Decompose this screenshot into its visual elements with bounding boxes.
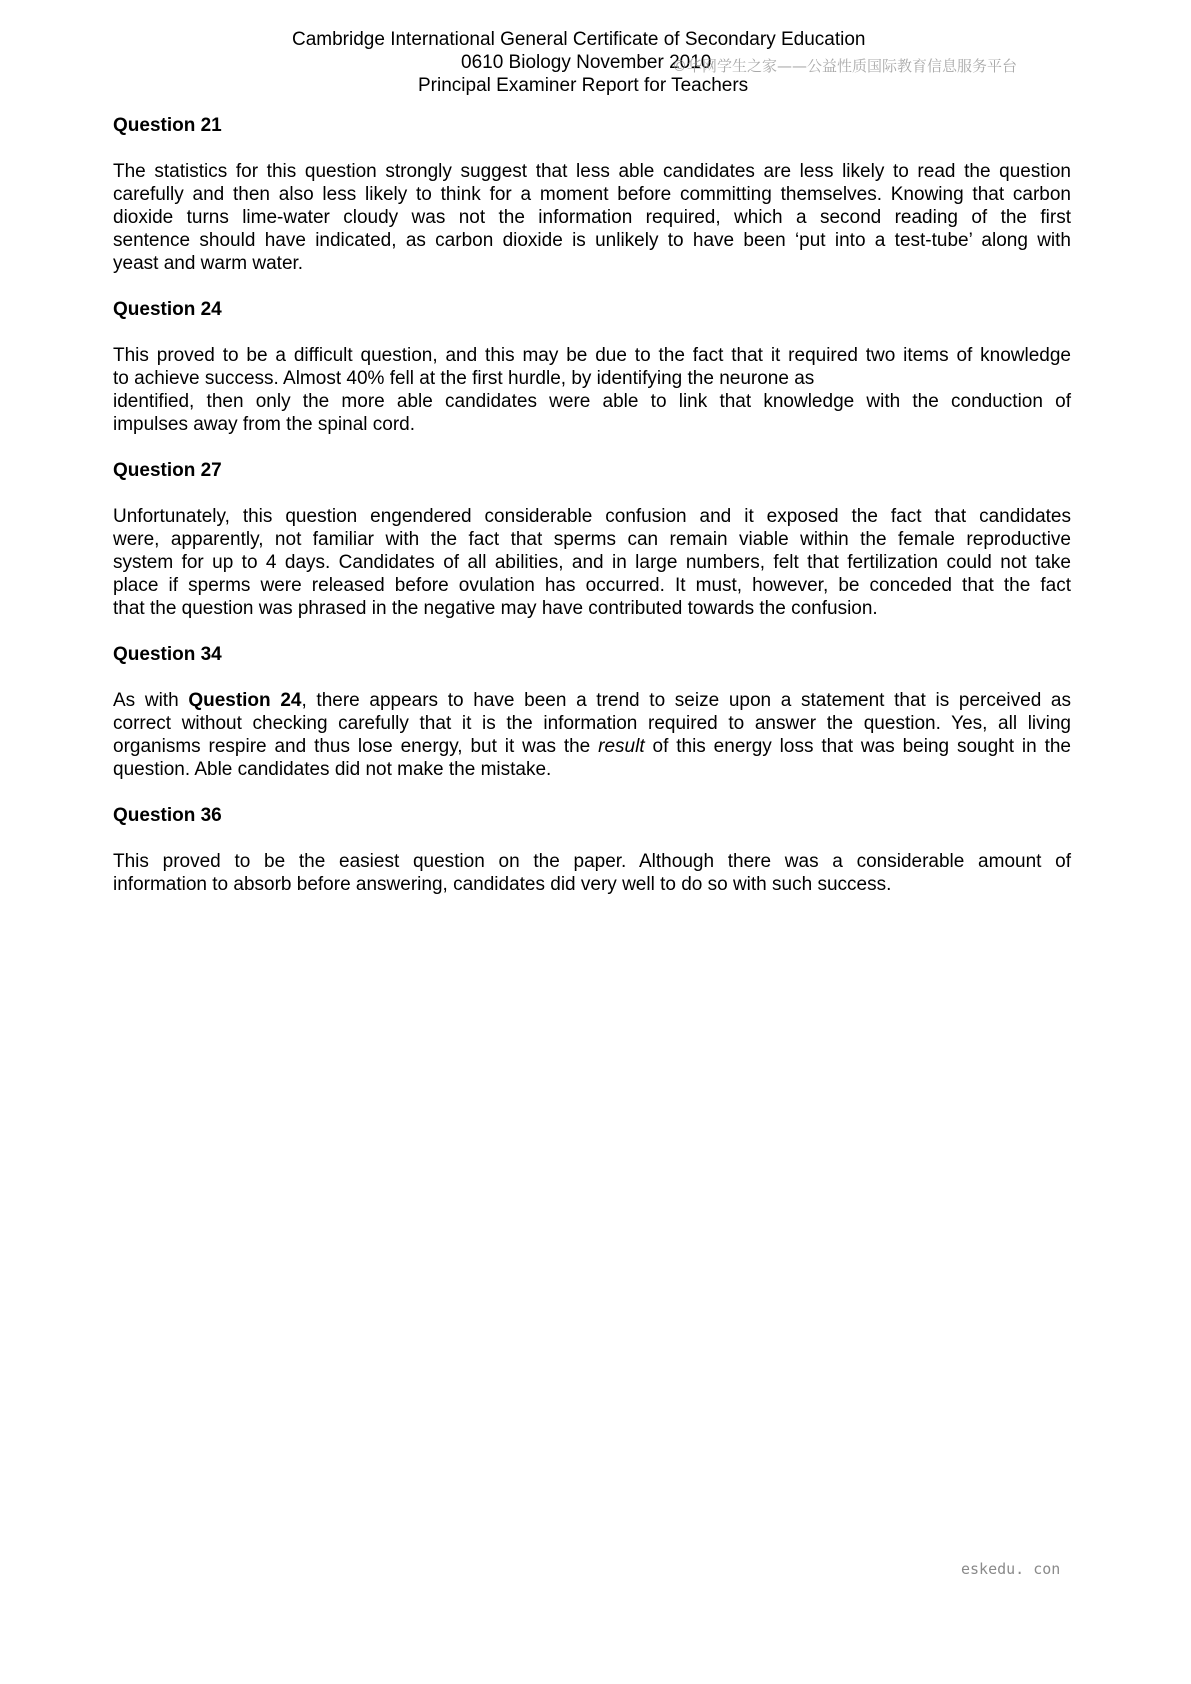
question-24-section	[113, 298, 1071, 436]
line-text: As with	[113, 690, 189, 711]
question-reference: Question 24	[188, 690, 302, 711]
line-text: organisms respire and thus lose energy, but it was the	[113, 736, 599, 757]
paragraph-line: yeast and warm water.	[113, 253, 304, 274]
line-text: , there appears to have been a trend to seize upon a statement that is perceived as	[301, 690, 1071, 711]
question-27-heading: Question 27	[113, 460, 222, 481]
question-27-paragraph	[113, 505, 1071, 620]
question-21-section	[113, 114, 1071, 275]
paragraph-line: impulses away from the spinal cord.	[113, 414, 416, 435]
paragraph-line: correct without checking carefully that it is the information required to answer the question. Yes, all living	[113, 713, 1071, 734]
paragraph-line	[113, 689, 1071, 712]
paragraph-line: were, apparently, not familiar with the fact that sperms can remain viable within the female reproductive	[113, 529, 1071, 550]
question-36-section	[113, 804, 1071, 896]
report-body	[113, 114, 1071, 919]
watermark-top: ©华网学生之家——公益性质国际教育信息服务平台	[672, 57, 1018, 75]
question-34-heading: Question 34	[113, 644, 222, 665]
paragraph-line: This proved to be the easiest question on the paper. Although there was a considerable amount of	[113, 851, 1071, 872]
paragraph-line: that the question was phrased in the negative may have contributed towards the confusion.	[113, 598, 878, 619]
paragraph-line: Unfortunately, this question engendered considerable confusion and it exposed the fact that candidates	[113, 506, 1071, 527]
header-subject: 0610 Biology November 2010	[461, 52, 712, 73]
paragraph-line: sentence should have indicated, as carbon dioxide is unlikely to have been ‘put into a test-tube’ along with	[113, 230, 1071, 251]
paragraph-line: dioxide turns lime-water cloudy was not the information required, which a second reading of the first	[113, 207, 1071, 228]
question-21-paragraph	[113, 160, 1071, 275]
watermark-bottom: eskedu. con	[961, 1560, 1061, 1578]
paragraph-line: This proved to be a difficult question, and this may be due to the fact that it required two items of knowledge	[113, 345, 1071, 366]
question-34-section	[113, 643, 1071, 781]
paragraph-line: The statistics for this question strongly suggest that less able candidates are less likely to read the question	[113, 161, 1071, 182]
question-24-heading: Question 24	[113, 299, 222, 320]
question-27-section	[113, 459, 1071, 620]
paragraph-line: information to absorb before answering, candidates did very well to do so with such success.	[113, 874, 892, 895]
header-title: Cambridge International General Certificate of Secondary Education	[292, 29, 866, 50]
question-34-paragraph	[113, 689, 1071, 781]
paragraph-line: to achieve success. Almost 40% fell at the first hurdle, by identifying the neurone as	[113, 368, 815, 389]
question-36-heading: Question 36	[113, 805, 222, 826]
question-21-heading: Question 21	[113, 115, 222, 136]
question-36-paragraph	[113, 850, 1071, 896]
paragraph-line: question. Able candidates did not make the mistake.	[113, 759, 552, 780]
header-report-type: Principal Examiner Report for Teachers	[418, 75, 749, 96]
paragraph-line: identified, then only the more able candidates were able to link that knowledge with the conduction of	[113, 391, 1071, 412]
emphasis-text: result	[598, 736, 645, 757]
paragraph-line: place if sperms were released before ovulation has occurred. It must, however, be conceded that the fact	[113, 575, 1071, 596]
line-text: of this energy loss that was being sought in the	[644, 736, 1071, 757]
paragraph-line	[113, 735, 1071, 758]
question-24-paragraph	[113, 344, 1071, 436]
paragraph-line: carefully and then also less likely to think for a moment before committing themselves. Knowing that carbon	[113, 184, 1071, 205]
paragraph-line: system for up to 4 days. Candidates of all abilities, and in large numbers, felt that fertilization could not take	[113, 552, 1071, 573]
